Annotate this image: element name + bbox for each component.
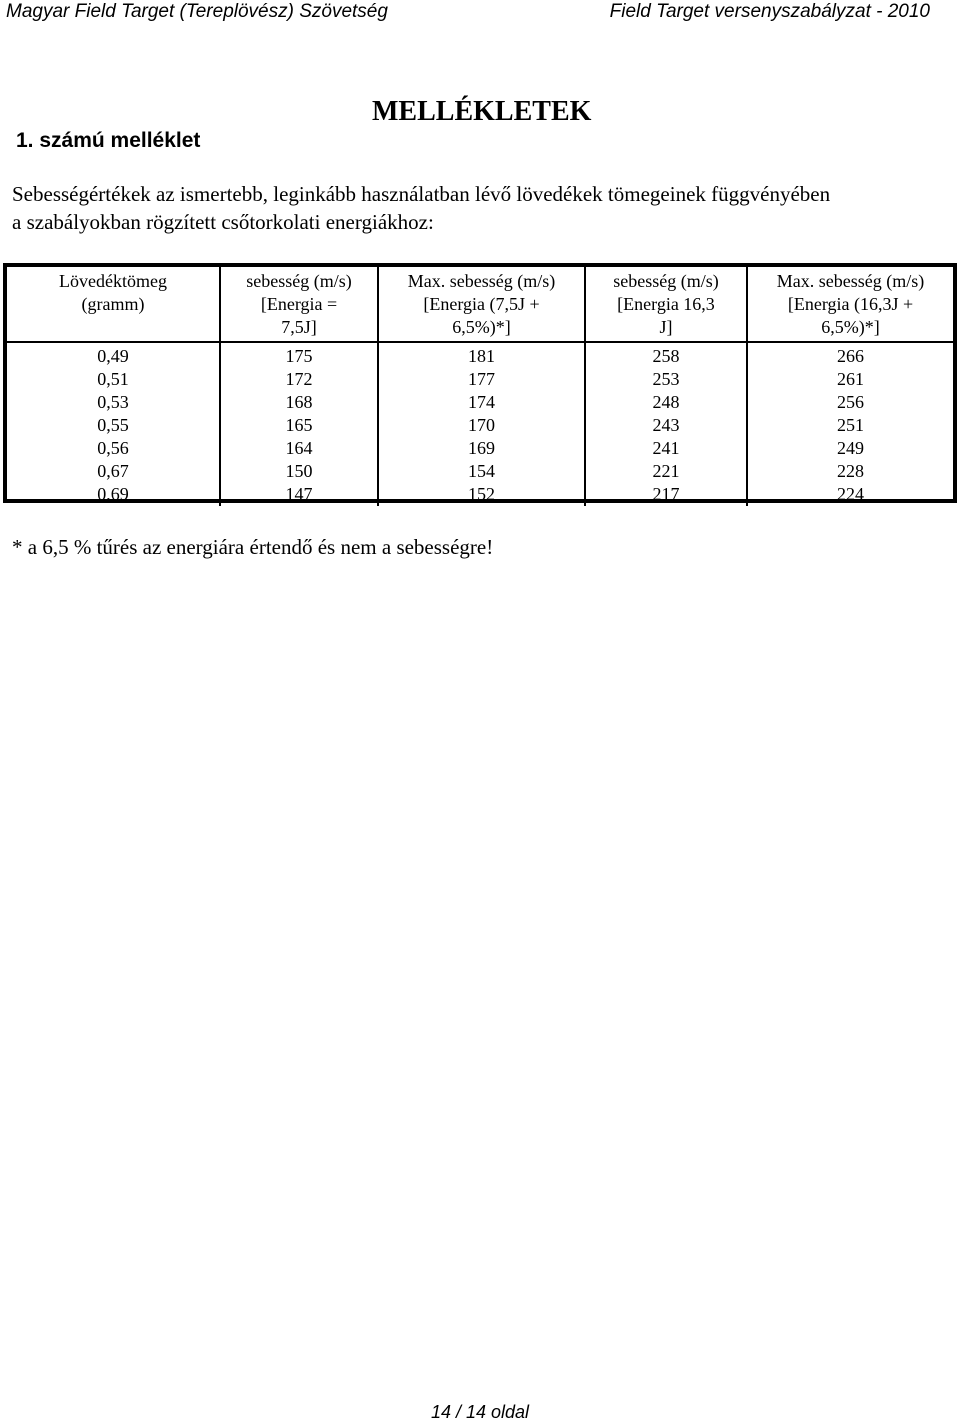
table-cell: 164	[220, 437, 378, 460]
table-cell: 0,55	[97, 415, 129, 435]
table-header-row	[7, 267, 953, 342]
table-cell: 249	[747, 437, 953, 460]
table-cell: 248	[585, 391, 747, 414]
table-cell: 241	[585, 437, 747, 460]
header-line: [Energia (7,5J +	[423, 294, 540, 314]
table-cell: 168	[220, 391, 378, 414]
header-line: (gramm)	[81, 294, 145, 314]
table-row	[7, 437, 953, 460]
header-line: sebesség (m/s)	[613, 271, 719, 291]
table-row	[7, 342, 953, 368]
header-line: [Energia =	[260, 294, 338, 314]
table-cell: 0,53	[97, 392, 129, 412]
header-mass	[7, 267, 220, 342]
intro-line: Sebességértékek az ismertebb, leginkább használatban lévő lövedékek tömegeinek függvényében	[12, 182, 831, 206]
header-speed-16-3j	[585, 267, 747, 342]
table-row	[7, 391, 953, 414]
table-cell: 0,49	[97, 346, 129, 366]
header-line: Lövedéktömeg	[59, 271, 167, 291]
table-cell: 261	[747, 368, 953, 391]
header-organization: Magyar Field Target (Tereplövész) Szövetség	[6, 1, 388, 22]
table-cell: 150	[220, 460, 378, 483]
table-cell: 154	[378, 460, 585, 483]
table-row	[7, 414, 953, 437]
table-cell: 224	[747, 483, 953, 506]
header-line: Max. sebesség (m/s)	[407, 271, 556, 291]
header-line: 6,5%)*]	[452, 317, 511, 337]
header-line: sebesség (m/s)	[246, 271, 352, 291]
table-cell: 221	[585, 460, 747, 483]
table-cell: 0,56	[97, 438, 129, 458]
table-cell: 0,69	[97, 484, 129, 504]
annex-number-label: 1. számú melléklet	[16, 129, 201, 152]
annex-title: MELLÉKLETEK	[372, 96, 592, 127]
page-number: 14 / 14 oldal	[430, 1402, 530, 1422]
table-cell: 170	[378, 414, 585, 437]
header-line: [Energia (16,3J +	[787, 294, 914, 314]
intro-line: a szabályokban rögzített csőtorkolati energiákhoz:	[12, 210, 434, 234]
table-cell: 169	[378, 437, 585, 460]
table-cell: 251	[747, 414, 953, 437]
table-cell: 256	[747, 391, 953, 414]
header-line: J]	[659, 317, 673, 337]
velocity-table	[7, 267, 953, 506]
table-cell: 152	[378, 483, 585, 506]
header-line: 7,5J]	[281, 317, 317, 337]
intro-paragraph	[12, 180, 952, 236]
table-cell: 174	[378, 391, 585, 414]
table-row	[7, 483, 953, 506]
table-cell: 258	[585, 342, 747, 368]
header-speed-7-5j	[220, 267, 378, 342]
velocity-table-frame	[3, 263, 957, 503]
table-cell: 147	[220, 483, 378, 506]
table-cell: 0,67	[97, 461, 129, 481]
table-cell: 266	[747, 342, 953, 368]
header-max-speed-16-3j	[747, 267, 953, 342]
table-cell: 253	[585, 368, 747, 391]
header-line: 6,5%)*]	[821, 317, 880, 337]
header-document-title: Field Target versenyszabályzat - 2010	[609, 1, 930, 22]
table-row	[7, 368, 953, 391]
table-cell: 165	[220, 414, 378, 437]
table-cell: 172	[220, 368, 378, 391]
table-cell: 181	[378, 342, 585, 368]
table-cell: 175	[220, 342, 378, 368]
header-max-speed-7-5j	[378, 267, 585, 342]
header-line: Max. sebesség (m/s)	[776, 271, 925, 291]
header-line: [Energia 16,3	[617, 294, 715, 314]
footnote: * a 6,5 % tűrés az energiára értendő és nem a sebességre!	[12, 535, 494, 559]
table-cell: 0,51	[97, 369, 129, 389]
table-cell: 228	[747, 460, 953, 483]
table-cell: 243	[585, 414, 747, 437]
table-row	[7, 460, 953, 483]
table-cell: 177	[378, 368, 585, 391]
table-cell: 217	[585, 483, 747, 506]
